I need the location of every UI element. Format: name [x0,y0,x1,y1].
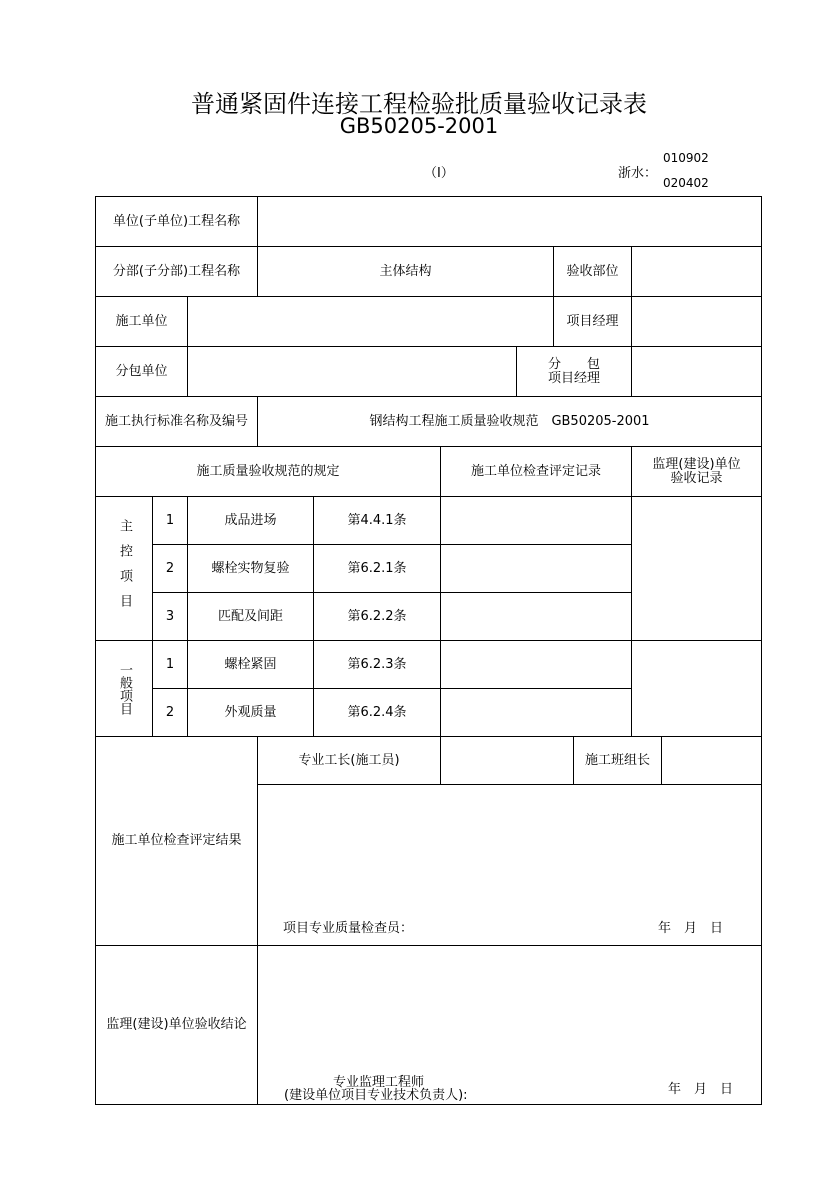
form-subtitle: GB50205-2001 [339,114,499,138]
header-supervision [631,446,762,497]
label-acceptance-part: 验收部位 [553,246,632,297]
subcontractor-field[interactable] [187,346,517,397]
pm-field[interactable] [631,296,762,347]
item-clause: 第6.2.1条 [313,544,441,593]
label-supervision: 监理(建设)单位验收结论 [95,945,258,1105]
contractor-field[interactable] [187,296,554,347]
header-sup-line1: 监理(建设)单位 [652,456,741,472]
label-standard: 施工执行标准名称及编号 [95,396,258,447]
header-rule: 施工质量验收规范的规定 [95,446,441,497]
part-number: （Ⅰ） [424,166,454,181]
supervision-main-field[interactable] [631,496,762,641]
engineer-line2: (建设单位项目专业技术负责人): [284,1088,468,1103]
item-no: 1 [152,496,188,545]
supervision-general-field[interactable] [631,640,762,737]
item-record-field[interactable] [440,496,632,545]
code-1: 010902 [663,151,709,165]
inspector-label: 项目专业质量检查员： [283,921,414,936]
item-no: 2 [152,688,188,737]
item-clause: 第6.2.2条 [313,592,441,641]
item-name: 外观质量 [187,688,314,737]
label-contractor: 施工单位 [95,296,188,347]
sub-name-field[interactable]: 主体结构 [257,246,554,297]
item-name: 螺栓实物复验 [187,544,314,593]
item-clause: 第6.2.4条 [313,688,441,737]
label-sub-name: 分部(子分部)工程名称 [95,246,258,297]
sub-pm-line1: 分 包 [547,356,600,372]
code-2: 020402 [663,176,709,190]
item-record-field[interactable] [440,592,632,641]
supervision-date: 年 月 日 [668,1082,734,1097]
header-sup-line2: 验收记录 [670,470,723,486]
label-result: 施工单位检查评定结果 [95,736,258,946]
item-no: 2 [152,544,188,593]
label-team-leader: 施工班组长 [573,736,662,785]
group-general [95,640,153,737]
team-leader-field[interactable] [661,736,762,785]
item-record-field[interactable] [440,688,632,737]
item-clause: 第6.2.3条 [313,640,441,689]
item-name: 成品进场 [187,496,314,545]
label-pm: 项目经理 [553,296,632,347]
group-main-label: 主控项目 [117,518,132,619]
standard-field[interactable]: 钢结构工程施工质量验收规范 GB50205-2001 [257,396,762,447]
sub-pm-field[interactable] [631,346,762,397]
item-no: 1 [152,640,188,689]
header-record: 施工单位检查评定记录 [440,446,632,497]
item-no: 3 [152,592,188,641]
label-foreman: 专业工长(施工员) [257,736,441,785]
sub-pm-line2: 项目经理 [547,370,600,386]
foreman-field[interactable] [440,736,574,785]
unit-name-field[interactable] [257,196,762,247]
label-unit-name: 单位(子单位)工程名称 [95,196,258,247]
item-record-field[interactable] [440,544,632,593]
item-clause: 第4.4.1条 [313,496,441,545]
item-name: 匹配及间距 [187,592,314,641]
group-main [95,496,153,641]
item-record-field[interactable] [440,640,632,689]
form-title: 普通紧固件连接工程检验批质量验收记录表 [191,90,647,118]
acceptance-part-field[interactable] [631,246,762,297]
label-subcontractor: 分包单位 [95,346,188,397]
item-name: 螺栓紧固 [187,640,314,689]
result-date: 年 月 日 [658,921,724,936]
code-label: 浙水： [618,166,658,181]
engineer-line1: 专业监理工程师 [333,1075,425,1090]
group-general-label: 一般项目 [117,662,132,715]
label-sub-pm [516,346,632,397]
